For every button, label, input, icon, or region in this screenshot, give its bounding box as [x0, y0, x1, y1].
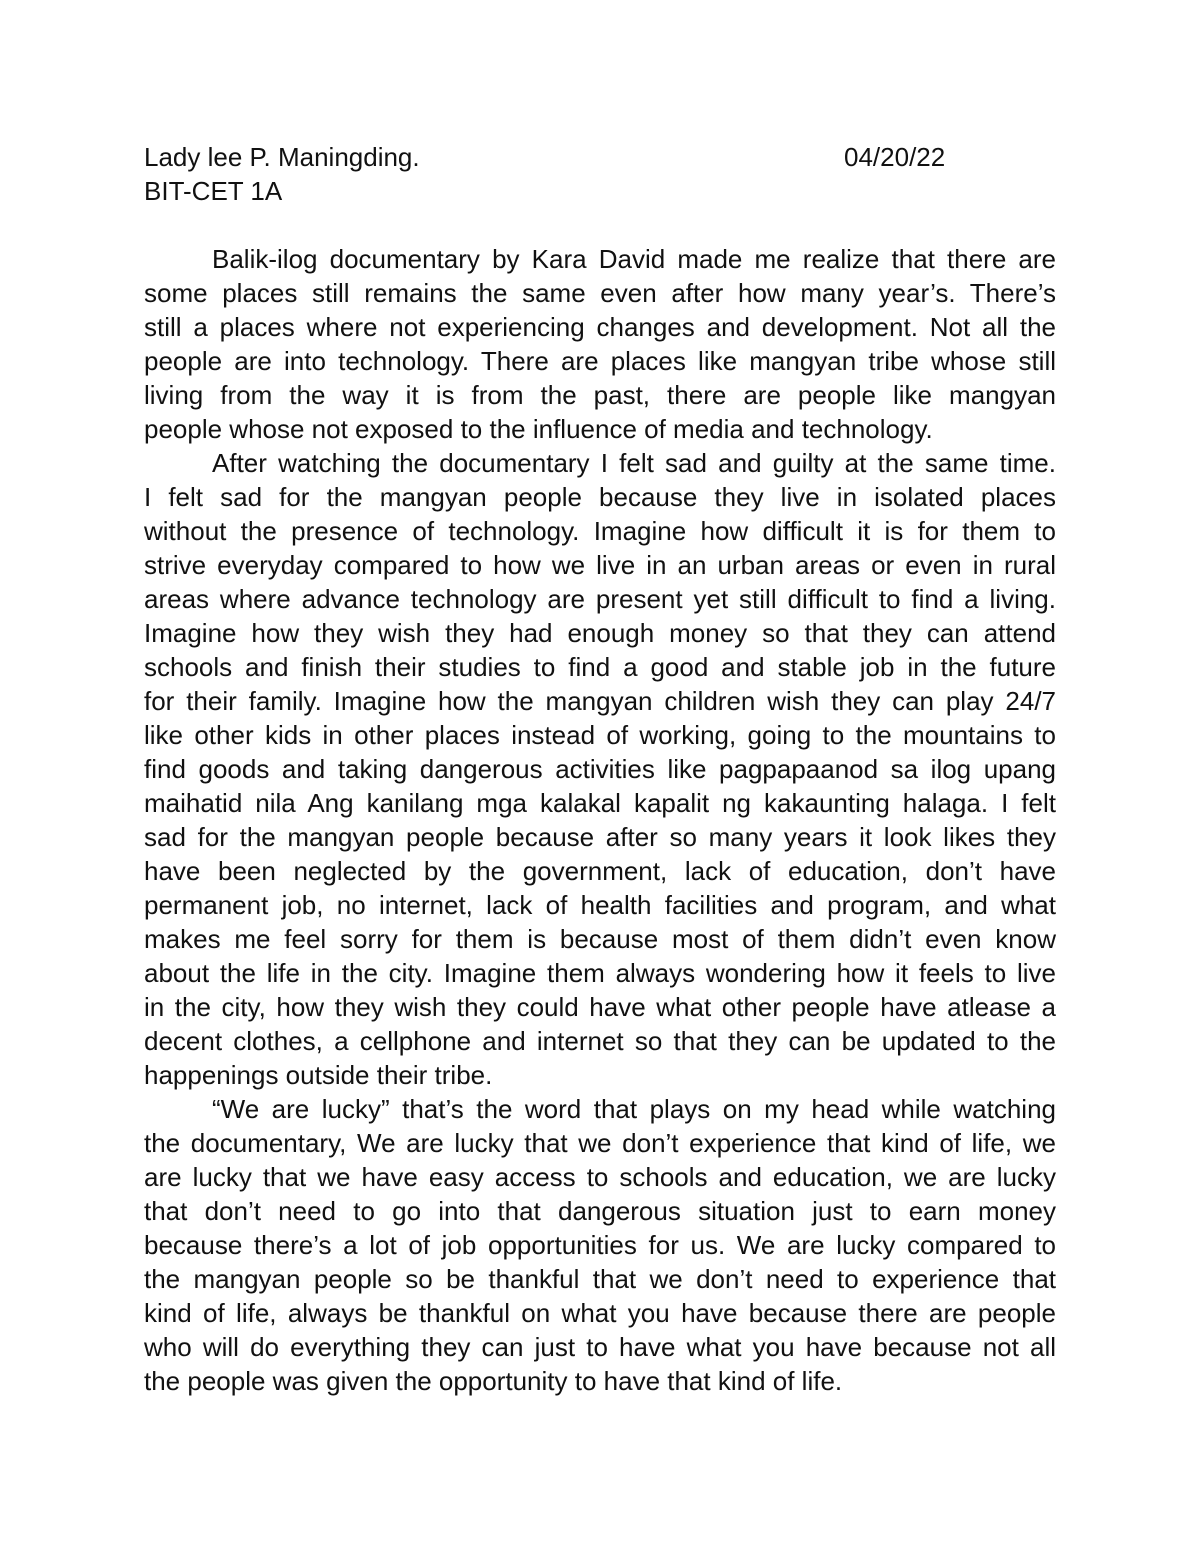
paragraph-line: like other kids in other places instead of working, going to the mountains to — [144, 720, 1056, 750]
paragraph-line: the documentary, We are lucky that we don’t experience that kind of life, we — [144, 1128, 1056, 1158]
essay-paragraph — [144, 446, 1056, 1092]
paragraph-line: makes me feel sorry for them is because most of them didn’t even know — [144, 924, 1056, 954]
paragraph-line: happenings outside their tribe. — [144, 1060, 493, 1090]
paragraph-line: are lucky that we have easy access to schools and education, we are lucky — [144, 1162, 1056, 1192]
author-name: Lady lee P. Maningding. — [144, 142, 420, 172]
paragraph-line: I felt sad for the mangyan people because they live in isolated places — [144, 482, 1056, 512]
paragraph-line: kind of life, always be thankful on what you have because there are people — [144, 1298, 1056, 1328]
paragraph-line: living from the way it is from the past, there are people like mangyan — [144, 380, 1056, 410]
paragraph-line: schools and finish their studies to find a good and stable job in the future — [144, 652, 1056, 682]
paragraph-line: maihatid nila Ang kanilang mga kalakal kapalit ng kakaunting halaga. I felt — [144, 788, 1056, 818]
paragraph-line: “We are lucky” that’s the word that plays on my head while watching — [212, 1094, 1056, 1124]
paragraph-line: in the city, how they wish they could have what other people have atlease a — [144, 992, 1056, 1022]
essay-paragraph — [144, 242, 1056, 446]
paragraph-line: without the presence of technology. Imagine how difficult it is for them to — [144, 516, 1056, 546]
paragraph-line: permanent job, no internet, lack of health facilities and program, and what — [144, 890, 1056, 920]
paragraph-line: the mangyan people so be thankful that we don’t need to experience that — [144, 1264, 1056, 1294]
paragraph-line: Imagine how they wish they had enough money so that they can attend — [144, 618, 1056, 648]
paragraph-line: people whose not exposed to the influence of media and technology. — [144, 414, 933, 444]
paragraph-line: about the life in the city. Imagine them always wondering how it feels to live — [144, 958, 1056, 988]
paragraph-line: sad for the mangyan people because after so many years it look likes they — [144, 822, 1056, 852]
paragraph-line: for their family. Imagine how the mangyan children wish they can play 24/7 — [144, 686, 1056, 716]
paragraph-line: decent clothes, a cellphone and internet so that they can be updated to the — [144, 1026, 1056, 1056]
paragraph-line: some places still remains the same even after how many year’s. There’s — [144, 278, 1056, 308]
paragraph-line: because there’s a lot of job opportunities for us. We are lucky compared to — [144, 1230, 1056, 1260]
paragraph-line: people are into technology. There are places like mangyan tribe whose still — [144, 346, 1056, 376]
document-header — [144, 140, 1056, 208]
paragraph-line: areas where advance technology are present yet still difficult to find a living. — [144, 584, 1056, 614]
paragraph-line: Balik-ilog documentary by Kara David made me realize that there are — [212, 244, 1056, 274]
class-section: BIT-CET 1A — [144, 176, 283, 206]
paragraph-line: still a places where not experiencing changes and development. Not all the — [144, 312, 1056, 342]
essay-paragraph — [144, 1092, 1056, 1398]
paragraph-line: have been neglected by the government, lack of education, don’t have — [144, 856, 1056, 886]
paragraph-line: find goods and taking dangerous activities like pagpapaanod sa ilog upang — [144, 754, 1056, 784]
paragraph-line: the people was given the opportunity to have that kind of life. — [144, 1366, 843, 1396]
paragraph-line: who will do everything they can just to have what you have because not all — [144, 1332, 1056, 1362]
paragraph-line: After watching the documentary I felt sad and guilty at the same time. — [212, 448, 1056, 478]
header-row — [144, 140, 1056, 174]
essay-body — [144, 242, 1056, 1398]
paragraph-line: strive everyday compared to how we live in an urban areas or even in rural — [144, 550, 1056, 580]
document-date: 04/20/22 — [844, 142, 946, 172]
paragraph-line: that don’t need to go into that dangerous situation just to earn money — [144, 1196, 1056, 1226]
